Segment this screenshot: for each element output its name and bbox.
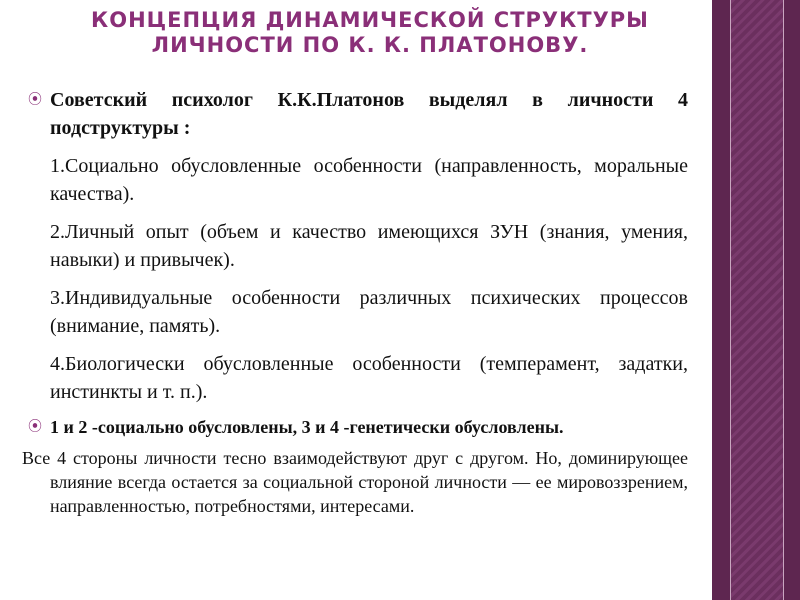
conclusion-text: Все 4 стороны личности тесно взаимодействуют друг с другом. Но, доминирующее влияние всегда остается за социальной стороной личности — ее мировоззрением, направленностью, потребностями, интересами. <box>22 448 688 516</box>
substructure-2: 2.Личный опыт (объем и качество имеющихся ЗУН (знания, умения, навыки) и привычек). <box>50 221 688 271</box>
substructure-1: 1.Социально обусловленные особенности (направленность, моральные качества). <box>50 155 688 205</box>
bullet-circle-icon: ⦿ <box>28 419 42 435</box>
summary-text: 1 и 2 -социально обусловлены, 3 и 4 -генетически обусловлены. <box>50 417 564 437</box>
slide-content <box>22 86 688 518</box>
substructure-3: 3.Индивидуальные особенности различных психических процессов (внимание, память). <box>50 287 688 337</box>
list-item-summary <box>28 414 688 440</box>
slide-title: КОНЦЕПЦИЯ ДИНАМИЧЕСКОЙ СТРУКТУРЫ ЛИЧНОСТИ ПО К. К. ПЛАТОНОВУ. <box>91 8 649 57</box>
decorative-band-pattern <box>730 0 784 600</box>
list-item-intro <box>28 86 688 142</box>
intro-text: Советский психолог К.К.Платонов выделял в личности 4 подструктуры : <box>50 89 688 139</box>
bullet-circle-icon: ⦿ <box>28 92 42 108</box>
substructure-4: 4.Биологически обусловленные особенности (темперамент, задатки, инстинкты и т. п.). <box>50 353 688 403</box>
